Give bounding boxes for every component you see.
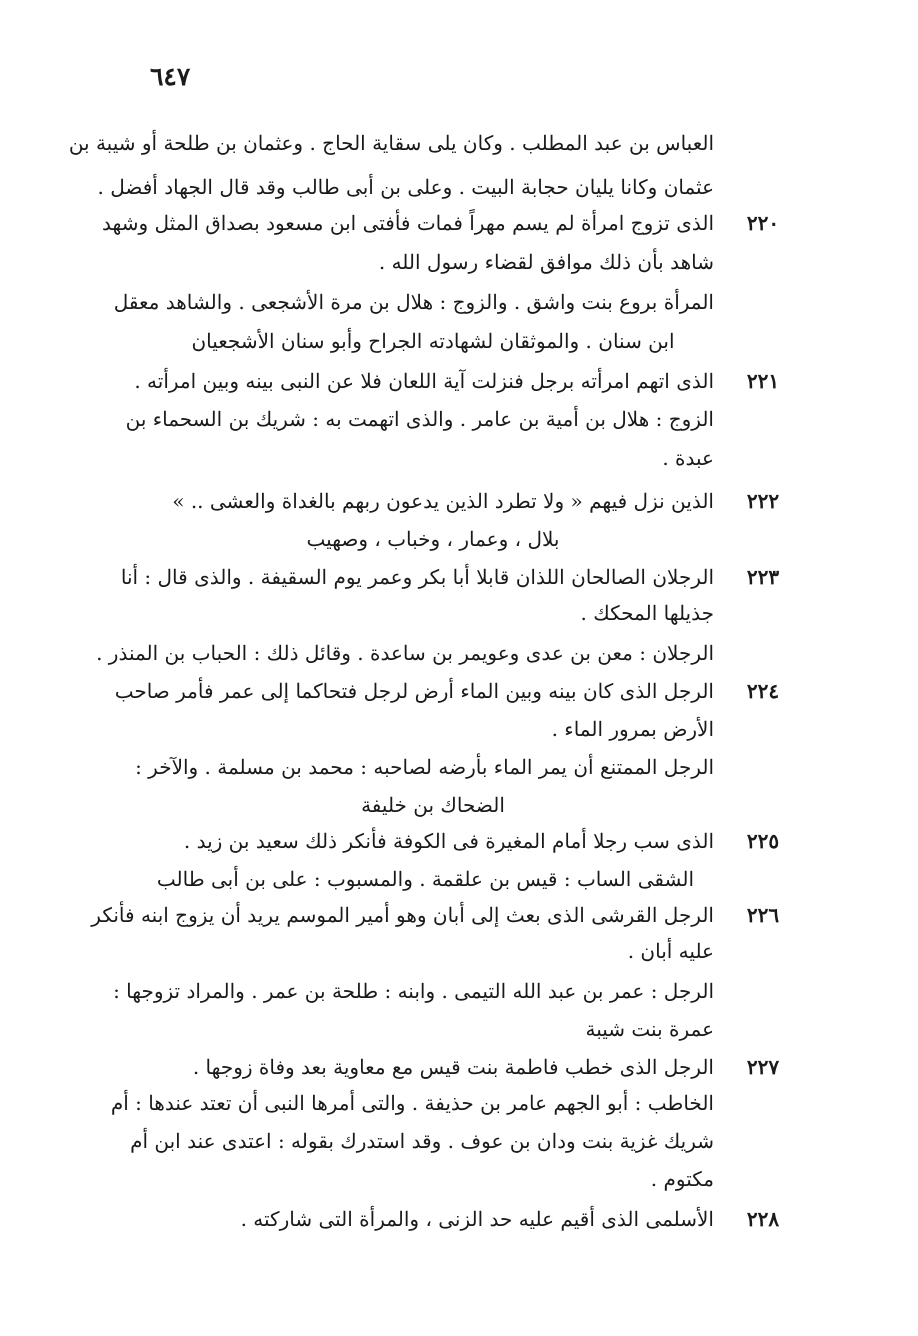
entry-question: الذى تزوج امرأة لم يسم مهراً فمات فأفتى ابن مسعود بصداق المثل وشهد — [101, 211, 714, 235]
entry-answer: الرجلان : معن بن عدى وعويمر بن ساعدة . وقائل ذلك : الحباب بن المنذر . — [96, 641, 714, 665]
entry-answer: الزوج : هلال بن أمية بن عامر . والذى اتهمت به : شريك بن السحماء بن — [125, 407, 714, 431]
entry-number: ٢٢٦ — [746, 903, 780, 927]
entry-number: ٢٢٠ — [746, 211, 780, 235]
entry-question: شاهد بأن ذلك موافق لقضاء رسول الله . — [378, 250, 714, 274]
entry-question: الذين نزل فيهم « ولا تطرد الذين يدعون ربهم بالغداة والعشى .. » — [172, 489, 714, 513]
entry-answer: الشقى الساب : قيس بن علقمة . والمسبوب : على بن أبى طالب — [156, 867, 694, 891]
intro-line: العباس بن عبد المطلب . وكان يلى سقاية الحاج . وعثمان بن طلحة أو شيبة بن — [68, 131, 714, 155]
entry-question: الأرض بمرور الماء . — [551, 717, 714, 741]
entry-question: عليه أبان . — [627, 939, 714, 963]
entry-answer: الضحاك بن خليفة — [361, 793, 505, 817]
entry-answer: مكتوم . — [650, 1167, 714, 1191]
entry-answer: بلال ، وعمار ، وخباب ، وصهيب — [306, 527, 560, 551]
entry-question: الرجل الذى خطب فاطمة بنت قيس مع معاوية بعد وفاة زوجها . — [192, 1055, 714, 1079]
entry-question: جذيلها المحكك . — [580, 601, 714, 625]
entry-question: الأسلمى الذى أقيم عليه حد الزنى ، والمرأة التى شاركته . — [240, 1207, 714, 1231]
entry-question: الرجل الذى كان بينه وبين الماء أرض لرجل فتحاكما إلى عمر فأمر صاحب — [114, 679, 714, 703]
entry-number: ٢٢٧ — [746, 1055, 780, 1079]
entry-question: الرجلان الصالحان اللذان قابلا أبا بكر وعمر يوم السقيفة . والذى قال : أنا — [120, 565, 714, 589]
entry-number: ٢٢٤ — [746, 679, 780, 703]
page-number: ٦٤٧ — [150, 62, 191, 91]
entry-number: ٢٢٣ — [746, 565, 780, 589]
entry-answer: عمرة بنت شيبة — [585, 1017, 714, 1041]
entry-number: ٢٢٥ — [746, 829, 780, 853]
entry-answer: الرجل الممتنع أن يمر الماء بأرضه لصاحبه : محمد بن مسلمة . والآخر : — [135, 755, 714, 779]
entry-question: الذى اتهم امرأته برجل فنزلت آية اللعان فلا عن النبى بينه وبين امرأته . — [134, 369, 714, 393]
entry-answer: المرأة بروع بنت واشق . والزوج : هلال بن مرة الأشجعى . والشاهد معقل — [113, 290, 714, 314]
entry-number: ٢٢٢ — [746, 489, 780, 513]
entry-answer: عبدة . — [662, 446, 714, 470]
entry-number: ٢٢٨ — [746, 1207, 780, 1231]
entry-answer: الرجل : عمر بن عبد الله التيمى . وابنه : طلحة بن عمر . والمراد تزوجها : — [113, 979, 714, 1003]
entry-question: الذى سب رجلا أمام المغيرة فى الكوفة فأنكر ذلك سعيد بن زيد . — [183, 829, 714, 853]
entry-answer: الخاطب : أبو الجهم عامر بن حذيفة . والتى أمرها النبى أن تعتد عندها : أم — [110, 1091, 714, 1115]
entry-answer: ابن سنان . والموثقان لشهادته الجراح وأبو سنان الأشجعيان — [191, 329, 675, 353]
entry-number: ٢٢١ — [746, 369, 780, 393]
entry-question: الرجل القرشى الذى بعث إلى أبان وهو أمير الموسم يريد أن يزوج ابنه فأنكر — [91, 903, 714, 927]
intro-line: عثمان وكانا يليان حجابة البيت . وعلى بن أبى طالب وقد قال الجهاد أفضل . — [97, 175, 714, 199]
entry-answer: شريك غزية بنت ودان بن عوف . وقد استدرك بقوله : اعتدى عند ابن أم — [130, 1129, 714, 1153]
